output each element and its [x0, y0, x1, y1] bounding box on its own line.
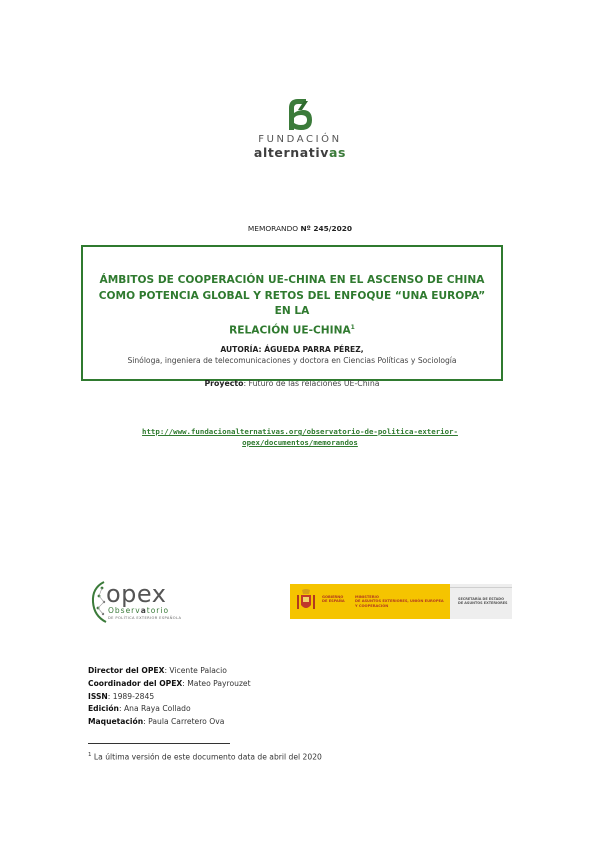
author-name: AUTORÍA: ÁGUEDA PARRA PÉREZ, [220, 344, 364, 354]
credit-maquetacion [88, 716, 251, 729]
credit-value: : Vicente Palacio [164, 666, 227, 675]
project-line [83, 378, 501, 389]
gov-t1-line2: DE ESPAÑA [322, 599, 345, 604]
credit-value: : Ana Raya Collado [118, 704, 191, 714]
title-line-2: COMO POTENCIA GLOBAL Y RETOS DEL ENFOQUE “UNA EUROPA” EN LA [98, 289, 486, 317]
logo-alternativ-text: alternativ [253, 145, 329, 160]
gov-text-gobierno [322, 595, 345, 604]
footnote-text: La última versión de este documento data de abril del 2020 [91, 752, 322, 762]
logo-line-fundacion: FUNDACIÓN [258, 134, 342, 145]
gov-t2-line2: DE ASUNTOS EXTERIORES, UNIÓN EUROPEA [355, 599, 444, 604]
fundacion-alternativas-logo [240, 96, 360, 166]
credit-label: Coordinador del OPEX [88, 678, 183, 688]
gobierno-espana-logo [290, 584, 512, 619]
credit-label: ISSN [88, 691, 108, 701]
credit-label: Maquetación [88, 717, 144, 727]
credit-label: Edición [88, 704, 119, 714]
title-line-1: ÁMBITOS DE COOPERACIÓN UE-CHINA EN EL ASCENSO DE CHINA [99, 274, 485, 286]
document-title [83, 273, 501, 339]
opex-word: opex [106, 580, 167, 608]
gov-t3-line1: SECRETARÍA DE ESTADO [458, 597, 504, 601]
title-footnote-mark[interactable]: 1 [350, 323, 355, 331]
credit-value: : 1989-2845 [107, 691, 155, 701]
memo-number-value: Nº 245/2020 [300, 224, 353, 233]
opex-logo [90, 578, 190, 626]
credit-issn [88, 691, 251, 704]
title-box [81, 245, 503, 388]
title-line-3 [93, 320, 491, 339]
memo-prefix: MEMORANDO [247, 224, 299, 233]
opex-sub-part2: torio [146, 606, 170, 615]
gov-text-secretaria [458, 597, 507, 605]
footnote-mark: 1 [88, 752, 92, 758]
gov-text-ministerio [355, 595, 444, 608]
logo-as-accent: as [329, 145, 347, 160]
title-line-3-text: RELACIÓN UE-CHINA [229, 324, 351, 337]
gov-t2-line1: MINISTERIO [355, 595, 379, 599]
memorandos-link[interactable] [0, 426, 600, 448]
project-label: Proyecto [204, 378, 244, 388]
credit-coordinador [88, 678, 251, 691]
coat-of-arms-icon [296, 589, 316, 613]
link-line-1[interactable]: http://www.fundacionalternativas.org/observatorio-de-politica-exterior- [142, 427, 458, 436]
fundacion-logo-mark-icon [282, 96, 318, 132]
project-value: : Futuro de las relaciones UE-China [243, 378, 380, 388]
credit-label: Director del OPEX [88, 666, 165, 675]
logo-line-alternativas [240, 146, 360, 160]
footnote [88, 750, 322, 763]
credit-director [88, 665, 251, 678]
credits-block [88, 665, 251, 729]
opex-sub-part1: Observ [108, 606, 141, 615]
author-description: Sinóloga, ingeniera de telecomunicaciones y doctora en Ciencias Políticas y Sociología [127, 355, 457, 365]
gov-t3-line2: DE ASUNTOS EXTERIORES [458, 601, 508, 606]
opex-sub-accent: a [140, 606, 147, 615]
gov-t1-line1: GOBIERNO [322, 595, 344, 599]
memorando-number [0, 224, 600, 233]
credit-edicion [88, 703, 251, 716]
opex-observatorio [108, 606, 169, 615]
link-line-2[interactable]: opex/documentos/memorandos [242, 438, 358, 447]
footnote-divider [88, 743, 230, 744]
credit-value: : Paula Carretero Ova [143, 717, 225, 727]
credit-value: : Mateo Payrouzet [182, 678, 251, 688]
gov-t2-line3: Y COOPERACIÓN [355, 603, 389, 608]
opex-tagline: DE POLÍTICA EXTERIOR ESPAÑOLA [108, 616, 182, 620]
